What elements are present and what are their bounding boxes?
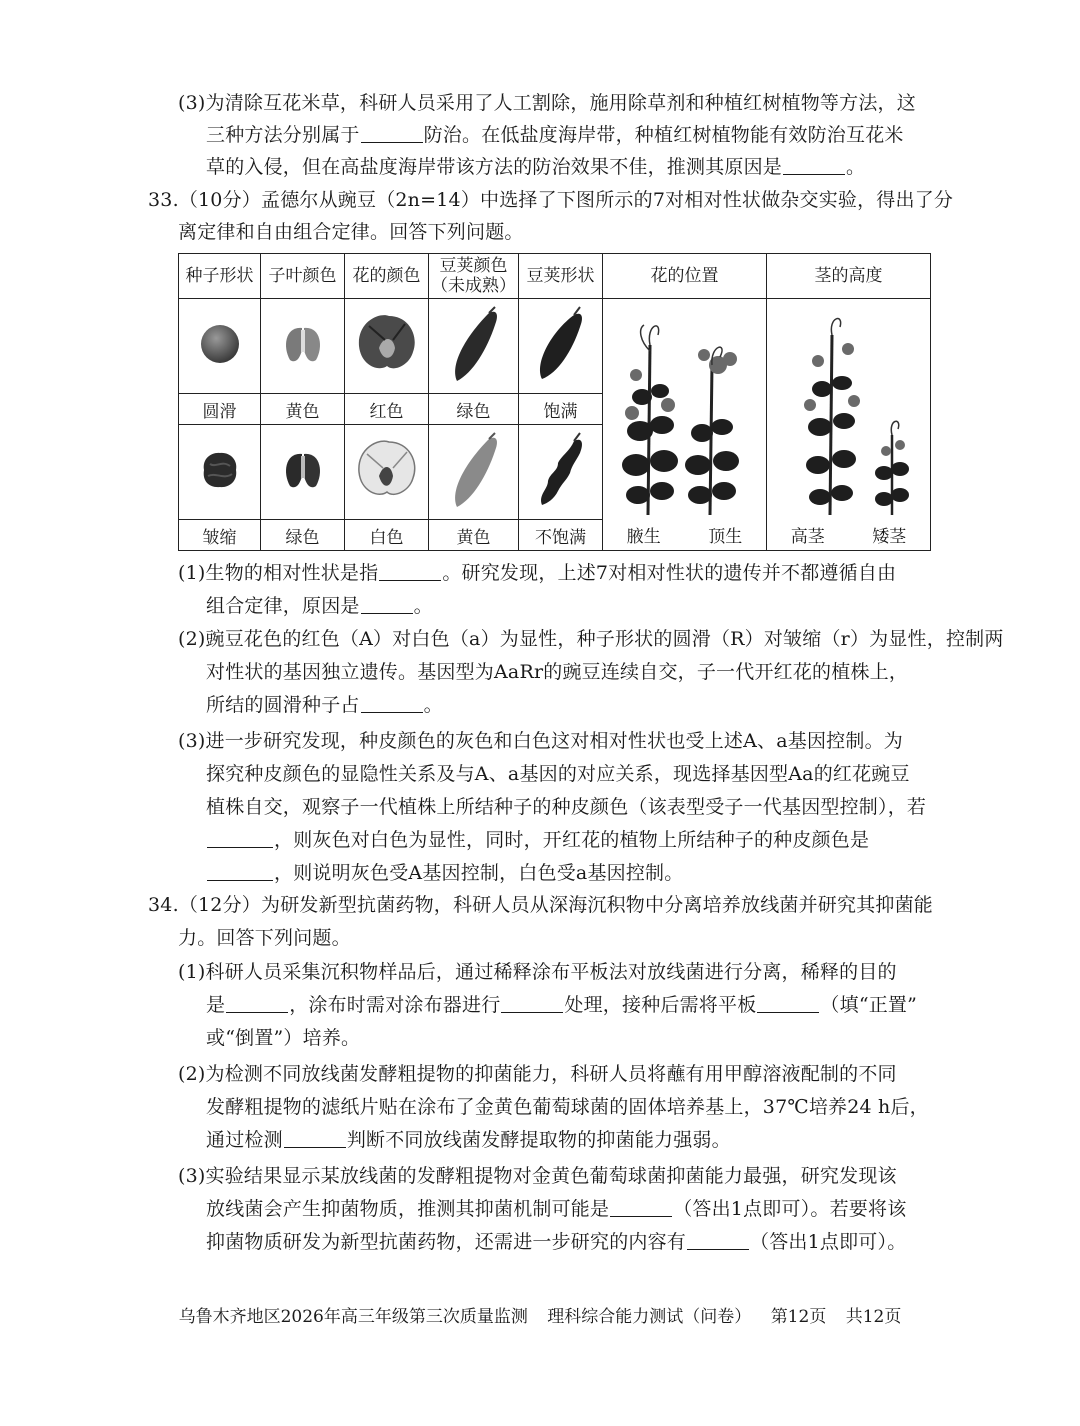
q33-stem-line2: 离定律和自由组合定律。回答下列问题。 (178, 221, 524, 243)
header-stem-height: 茎的高度 (767, 254, 931, 299)
q33-1-line1 (178, 556, 896, 590)
text: （答出1点即可）。若要将该 (673, 1198, 907, 1220)
subject-title: 理科综合能力测试（问卷） (547, 1307, 752, 1327)
answer-blank[interactable] (687, 1229, 749, 1250)
text: ，涂布时需对涂布器进行 (289, 994, 501, 1016)
page-number: 第12页 (770, 1307, 827, 1327)
constricted-pod-image (519, 425, 603, 520)
text: 防治。在低盐度海岸带，种植红树植物能有效防治互花米 (423, 124, 904, 146)
text: （填“正置” (820, 994, 918, 1016)
q33-3-line5 (206, 856, 683, 890)
label-full: 饱满 (519, 394, 603, 425)
text: 。 (846, 156, 866, 178)
full-pod-image (519, 299, 603, 394)
exam-title: 乌鲁木齐地区2026年高三年级第三次质量监测 (178, 1307, 528, 1327)
header-seed-shape: 种子形状 (179, 254, 261, 299)
q34-2-line2: 发酵粗提物的滤纸片贴在涂布了金黄色葡萄球菌的固体培养基上，37℃培养24 h后， (206, 1096, 929, 1118)
q34-1-line1: (1)科研人员采集沉积物样品后，通过稀释涂布平板法对放线菌进行分离，稀释的目的 (178, 961, 897, 983)
answer-blank[interactable] (361, 692, 423, 713)
q34-1-line2 (206, 988, 917, 1022)
text: 豆荚颜色 (439, 256, 508, 276)
label-green: 绿色 (429, 394, 519, 425)
text: 处理，接种后需将平板 (564, 994, 757, 1016)
answer-blank[interactable] (379, 560, 441, 581)
text: 草的入侵，但在高盐度海岸带该方法的防治效果不佳，推测其原因是 (206, 156, 783, 178)
yellow-cotyledon-image (261, 299, 345, 394)
green-pod-image (429, 299, 519, 394)
label-green-cotyledon: 绿色 (261, 520, 345, 551)
label-not-full: 不饱满 (519, 520, 603, 551)
text: 是 (206, 994, 226, 1016)
green-cotyledon-image (261, 425, 345, 520)
yellow-pod-image (429, 425, 519, 520)
text: 判断不同放线菌发酵提取物的抑菌能力强弱。 (346, 1129, 731, 1151)
text: ，则灰色对白色为显性，同时，开红花的植物上所结种子的种皮颜色是 (274, 829, 870, 851)
answer-blank[interactable] (501, 992, 563, 1013)
stem-height-captions (767, 522, 930, 547)
dwarf-label: 矮茎 (872, 527, 907, 547)
label-yellow-pod: 黄色 (429, 520, 519, 551)
q32-3-line1: (3)为清除互花米草，科研人员采用了人工割除，施用除草剂和种植红树植物等方法，这 (178, 92, 916, 114)
red-flower-image (345, 299, 429, 394)
text: 通过检测 (206, 1129, 283, 1151)
header-flower-color: 花的颜色 (345, 254, 429, 299)
answer-blank[interactable] (783, 154, 845, 175)
q34-stem-line1: 34.（12分）为研发新型抗菌药物，科研人员从深海沉积物中分离培养放线菌并研究其抑菌能 (148, 894, 933, 916)
header-flower-position: 花的位置 (603, 254, 767, 299)
label-white: 白色 (345, 520, 429, 551)
q33-3-line3: 植株自交，观察子一代植株上所结种子的种皮颜色（该表型受子一代基因型控制），若 (206, 796, 927, 818)
header-pod-color (429, 254, 519, 299)
text: 。 (413, 595, 433, 617)
text: 。研究发现，上述7对相对性状的遗传并不都遵循自由 (442, 562, 897, 584)
text: 组合定律，原因是 (206, 595, 360, 617)
text: 三种方法分别属于 (206, 124, 360, 146)
pea-traits-table (178, 253, 931, 551)
q33-stem-line1: 33.（10分）孟德尔从豌豆（2n=14）中选择了下图所示的7对相对性状做杂交实验，得出了分 (148, 189, 954, 211)
round-seed-image (179, 299, 261, 394)
q33-1-line2 (206, 589, 433, 623)
q34-3-line1: (3)实验结果显示某放线菌的发酵粗提物对金黄色葡萄球菌抑菌能力最强，研究发现该 (178, 1165, 897, 1187)
terminal-label: 顶生 (708, 527, 743, 547)
q33-2-line1: (2)豌豆花色的红色（A）对白色（a）为显性，种子形状的圆滑（R）对皱缩（r）为显性，控制两 (178, 628, 1004, 650)
q32-3-line3 (206, 150, 865, 184)
q34-3-line2 (206, 1192, 906, 1226)
q32-3-line2 (206, 118, 904, 152)
flower-position-captions (603, 522, 766, 547)
answer-blank[interactable] (284, 1127, 346, 1148)
q33-2-line3 (206, 688, 443, 722)
q34-2-line3 (206, 1123, 731, 1157)
text: （未成熟） (431, 276, 516, 296)
white-flower-image (345, 425, 429, 520)
answer-blank[interactable] (610, 1196, 672, 1217)
page-total: 共12页 (845, 1307, 902, 1327)
text: 。 (423, 694, 443, 716)
header-cotyledon-color: 子叶颜色 (261, 254, 345, 299)
text: (1)生物的相对性状是指 (178, 562, 379, 584)
answer-blank[interactable] (207, 860, 273, 881)
q33-3-line4 (206, 823, 869, 857)
text: ，则说明灰色受A基因控制，白色受a基因控制。 (274, 862, 684, 884)
label-wrinkled: 皱缩 (179, 520, 261, 551)
header-pod-shape: 豆荚形状 (519, 254, 603, 299)
q34-3-line3 (206, 1225, 906, 1259)
q34-1-line3: 或“倒置”）培养。 (206, 1027, 361, 1049)
axial-label: 腋生 (626, 527, 661, 547)
page-footer (0, 1302, 1080, 1327)
wrinkled-seed-image (179, 425, 261, 520)
answer-blank[interactable] (207, 827, 273, 848)
q33-3-line2: 探究种皮颜色的显隐性关系及与A、a基因的对应关系，现选择基因型Aa的红花豌豆 (206, 763, 910, 785)
label-yellow: 黄色 (261, 394, 345, 425)
q34-stem-line2: 力。回答下列问题。 (178, 927, 351, 949)
q33-3-line1: (3)进一步研究发现，种皮颜色的灰色和白色这对相对性状也受上述A、a基因控制。为 (178, 730, 903, 752)
stem-height-image (767, 299, 931, 551)
answer-blank[interactable] (361, 593, 413, 614)
answer-blank[interactable] (226, 992, 288, 1013)
q33-2-line2: 对性状的基因独立遗传。基因型为AaRr的豌豆连续自交，子一代开红花的植株上， (206, 661, 909, 683)
label-round: 圆滑 (179, 394, 261, 425)
answer-blank[interactable] (757, 992, 819, 1013)
text: 放线菌会产生抑菌物质，推测其抑菌机制可能是 (206, 1198, 610, 1220)
tall-label: 高茎 (790, 527, 825, 547)
flower-position-image (603, 299, 767, 551)
text: 抑菌物质研发为新型抗菌药物，还需进一步研究的内容有 (206, 1231, 687, 1253)
text: 所结的圆滑种子占 (206, 694, 360, 716)
text: （答出1点即可）。 (750, 1231, 907, 1253)
q34-2-line1: (2)为检测不同放线菌发酵粗提物的抑菌能力，科研人员将蘸有用甲醇溶液配制的不同 (178, 1063, 897, 1085)
answer-blank[interactable] (361, 122, 423, 143)
label-red: 红色 (345, 394, 429, 425)
